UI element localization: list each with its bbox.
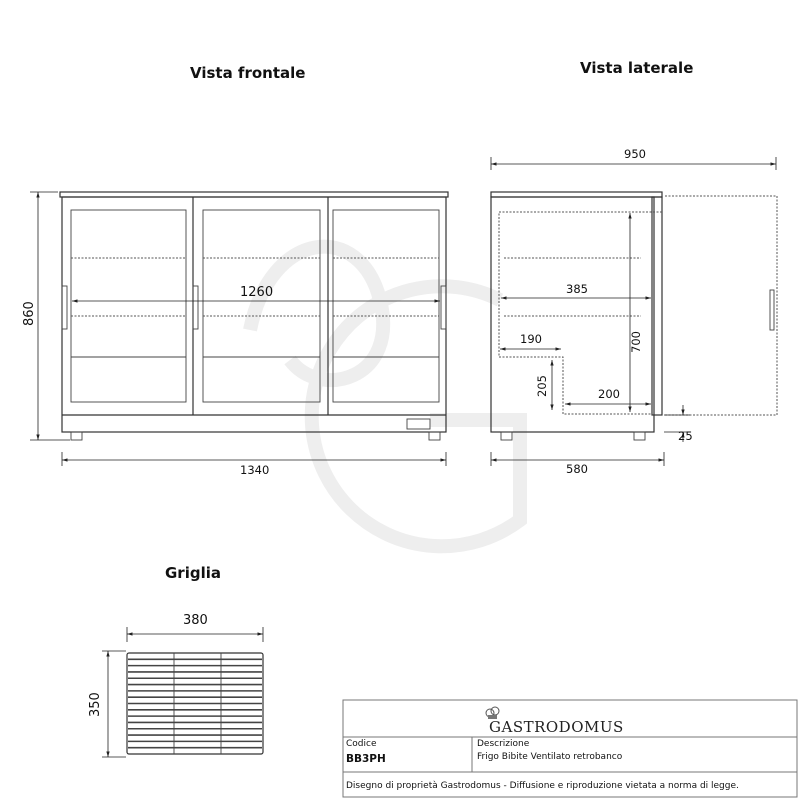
code-label: Codice: [346, 739, 377, 749]
dim-1340: 1340: [240, 463, 270, 477]
foot: [71, 432, 82, 440]
dim-580: 580: [566, 462, 588, 476]
dim-1260: 1260: [240, 285, 274, 300]
dim-190: 190: [520, 332, 542, 346]
copyright-notice: Disegno di proprietà Gastrodomus - Diffusione e riproduzione vietata a norma di legge.: [346, 781, 739, 791]
control-display: [407, 419, 430, 429]
door-handle-left: [62, 286, 67, 329]
dim-700: 700: [629, 331, 643, 353]
front-view-title: Vista frontale: [190, 64, 306, 82]
grid-bars: [128, 659, 262, 747]
dim-950: 950: [624, 147, 646, 161]
side-view: [491, 147, 777, 476]
watermark-logo: [250, 247, 520, 547]
description-value: Frigo Bibite Ventilato retrobanco: [477, 752, 623, 762]
logo-text: GASTRODOMUS: [489, 718, 624, 736]
door-handle-side: [770, 290, 774, 330]
grid-view: [88, 613, 263, 757]
foot: [634, 432, 645, 440]
dim-350: 350: [88, 692, 103, 717]
dim-860: 860: [22, 301, 37, 326]
dim-205: 205: [535, 375, 549, 397]
foot: [501, 432, 512, 440]
dim-200: 200: [598, 387, 620, 401]
description-label: Descrizione: [477, 739, 530, 749]
code-value: BB3PH: [346, 753, 386, 765]
foot: [429, 432, 440, 440]
door-handle-middle: [193, 286, 198, 329]
grid-view-title: Griglia: [165, 564, 221, 582]
title-block: [343, 700, 797, 797]
dim-380: 380: [183, 613, 208, 628]
dim-385: 385: [566, 282, 588, 296]
dim-25: 25: [678, 429, 693, 443]
side-view-title: Vista laterale: [580, 59, 694, 77]
